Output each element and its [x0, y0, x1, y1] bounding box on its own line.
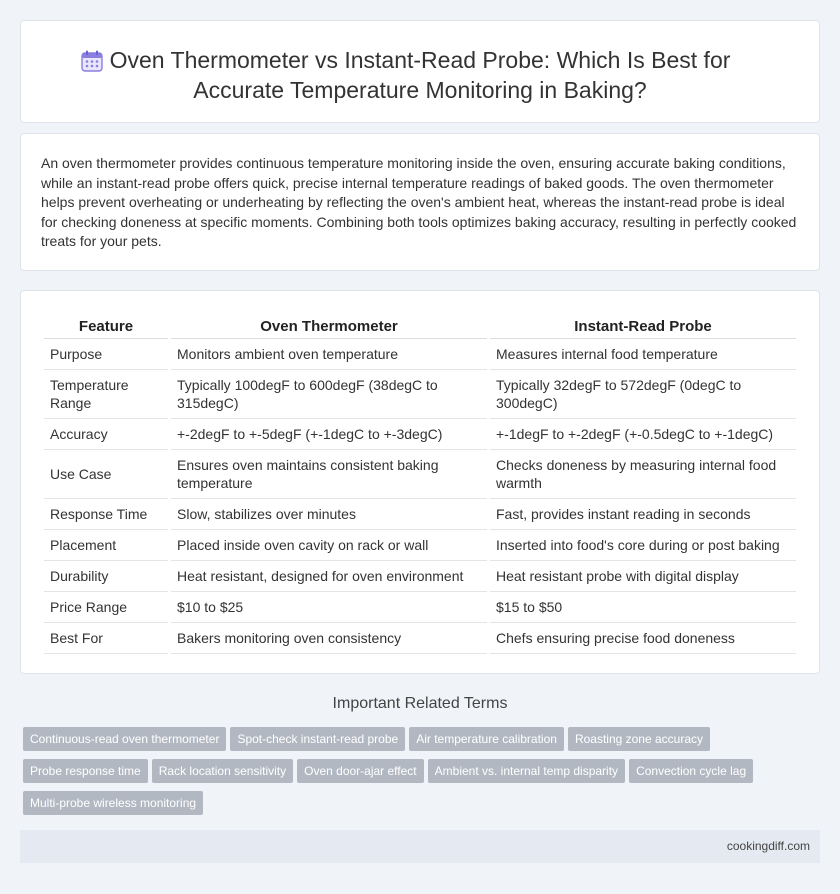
title-wrap [21, 45, 819, 105]
table-row [44, 530, 796, 561]
table-row [44, 623, 796, 654]
tag-multi-probe-wireless-monitoring[interactable]: Multi-probe wireless monitoring [23, 791, 203, 815]
row-oven-value: Bakers monitoring oven consistency [171, 623, 487, 654]
row-probe-value: Fast, provides instant reading in seconds [490, 499, 796, 530]
intro-card [20, 133, 820, 271]
tag-probe-response-time[interactable]: Probe response time [23, 759, 148, 783]
row-feature: Response Time [44, 499, 168, 530]
row-oven-value: Heat resistant, designed for oven environment [171, 561, 487, 592]
footer-site-link[interactable]: cookingdiff.com [726, 839, 810, 853]
title-card [20, 20, 820, 123]
table-row [44, 592, 796, 623]
intro-paragraph: An oven thermometer provides continuous temperature monitoring inside the oven, ensuring accurate baking conditions, while an instant-read probe offers quick, precise internal temperature readings of baked goods. The oven thermometer helps prevent overheating or underheating by reflecting the oven's ambient heat, whereas the instant-read probe is ideal for checking doneness at specific moments. Combining both tools optimizes baking accuracy, resulting in perfectly cooked treats for your pets. [41, 155, 797, 249]
table-row [44, 561, 796, 592]
row-oven-value: Placed inside oven cavity on rack or wall [171, 530, 487, 561]
row-probe-value: Heat resistant probe with digital display [490, 561, 796, 592]
row-probe-value: Typically 32degF to 572degF (0degC to 300degC) [490, 370, 796, 419]
row-feature: Temperature Range [44, 370, 168, 419]
table-row [44, 419, 796, 450]
table-row [44, 499, 796, 530]
row-feature: Best For [44, 623, 168, 654]
row-oven-value: Monitors ambient oven temperature [171, 339, 487, 370]
tag-oven-door-ajar-effect[interactable]: Oven door-ajar effect [297, 759, 424, 783]
row-feature: Purpose [44, 339, 168, 370]
tag-roasting-zone-accuracy[interactable]: Roasting zone accuracy [568, 727, 710, 751]
header-instant-read-probe: Instant-Read Probe [490, 315, 796, 339]
row-probe-value: Checks doneness by measuring internal food warmth [490, 450, 796, 499]
row-oven-value: Typically 100degF to 600degF (38degC to 315degC) [171, 370, 487, 419]
page-title: Oven Thermometer vs Instant-Read Probe: Which Is Best for Accurate Temperature Monitoring in Baking? [109, 47, 731, 103]
table-row [44, 450, 796, 499]
row-oven-value: Ensures oven maintains consistent baking temperature [171, 450, 487, 499]
row-probe-value: Inserted into food's core during or post baking [490, 530, 796, 561]
table-header-row [44, 315, 796, 339]
table-row [44, 370, 796, 419]
footer [20, 830, 820, 863]
header-oven-thermometer: Oven Thermometer [171, 315, 487, 339]
tag-continuous-read-oven-thermometer[interactable]: Continuous-read oven thermometer [23, 727, 226, 751]
related-terms-tags [23, 727, 813, 823]
row-feature: Durability [44, 561, 168, 592]
row-feature: Use Case [44, 450, 168, 499]
tag-spot-check-instant-read-probe[interactable]: Spot-check instant-read probe [230, 727, 405, 751]
row-oven-value: $10 to $25 [171, 592, 487, 623]
comparison-card [20, 290, 820, 674]
row-oven-value: +-2degF to +-5degF (+-1degC to +-3degC) [171, 419, 487, 450]
tag-rack-location-sensitivity[interactable]: Rack location sensitivity [152, 759, 293, 783]
row-feature: Accuracy [44, 419, 168, 450]
comparison-table [41, 315, 799, 654]
row-oven-value: Slow, stabilizes over minutes [171, 499, 487, 530]
table-row [44, 339, 796, 370]
row-probe-value: +-1degF to +-2degF (+-0.5degC to +-1degC) [490, 419, 796, 450]
row-probe-value: Measures internal food temperature [490, 339, 796, 370]
header-feature: Feature [44, 315, 168, 339]
row-probe-value: $15 to $50 [490, 592, 796, 623]
tag-ambient-vs-internal-temp-disparity[interactable]: Ambient vs. internal temp disparity [428, 759, 625, 783]
row-probe-value: Chefs ensuring precise food doneness [490, 623, 796, 654]
tag-convection-cycle-lag[interactable]: Convection cycle lag [629, 759, 753, 783]
tag-air-temperature-calibration[interactable]: Air temperature calibration [409, 727, 564, 751]
calendar-icon [81, 50, 103, 72]
related-terms-heading: Important Related Terms [332, 695, 508, 712]
row-feature: Price Range [44, 592, 168, 623]
row-feature: Placement [44, 530, 168, 561]
